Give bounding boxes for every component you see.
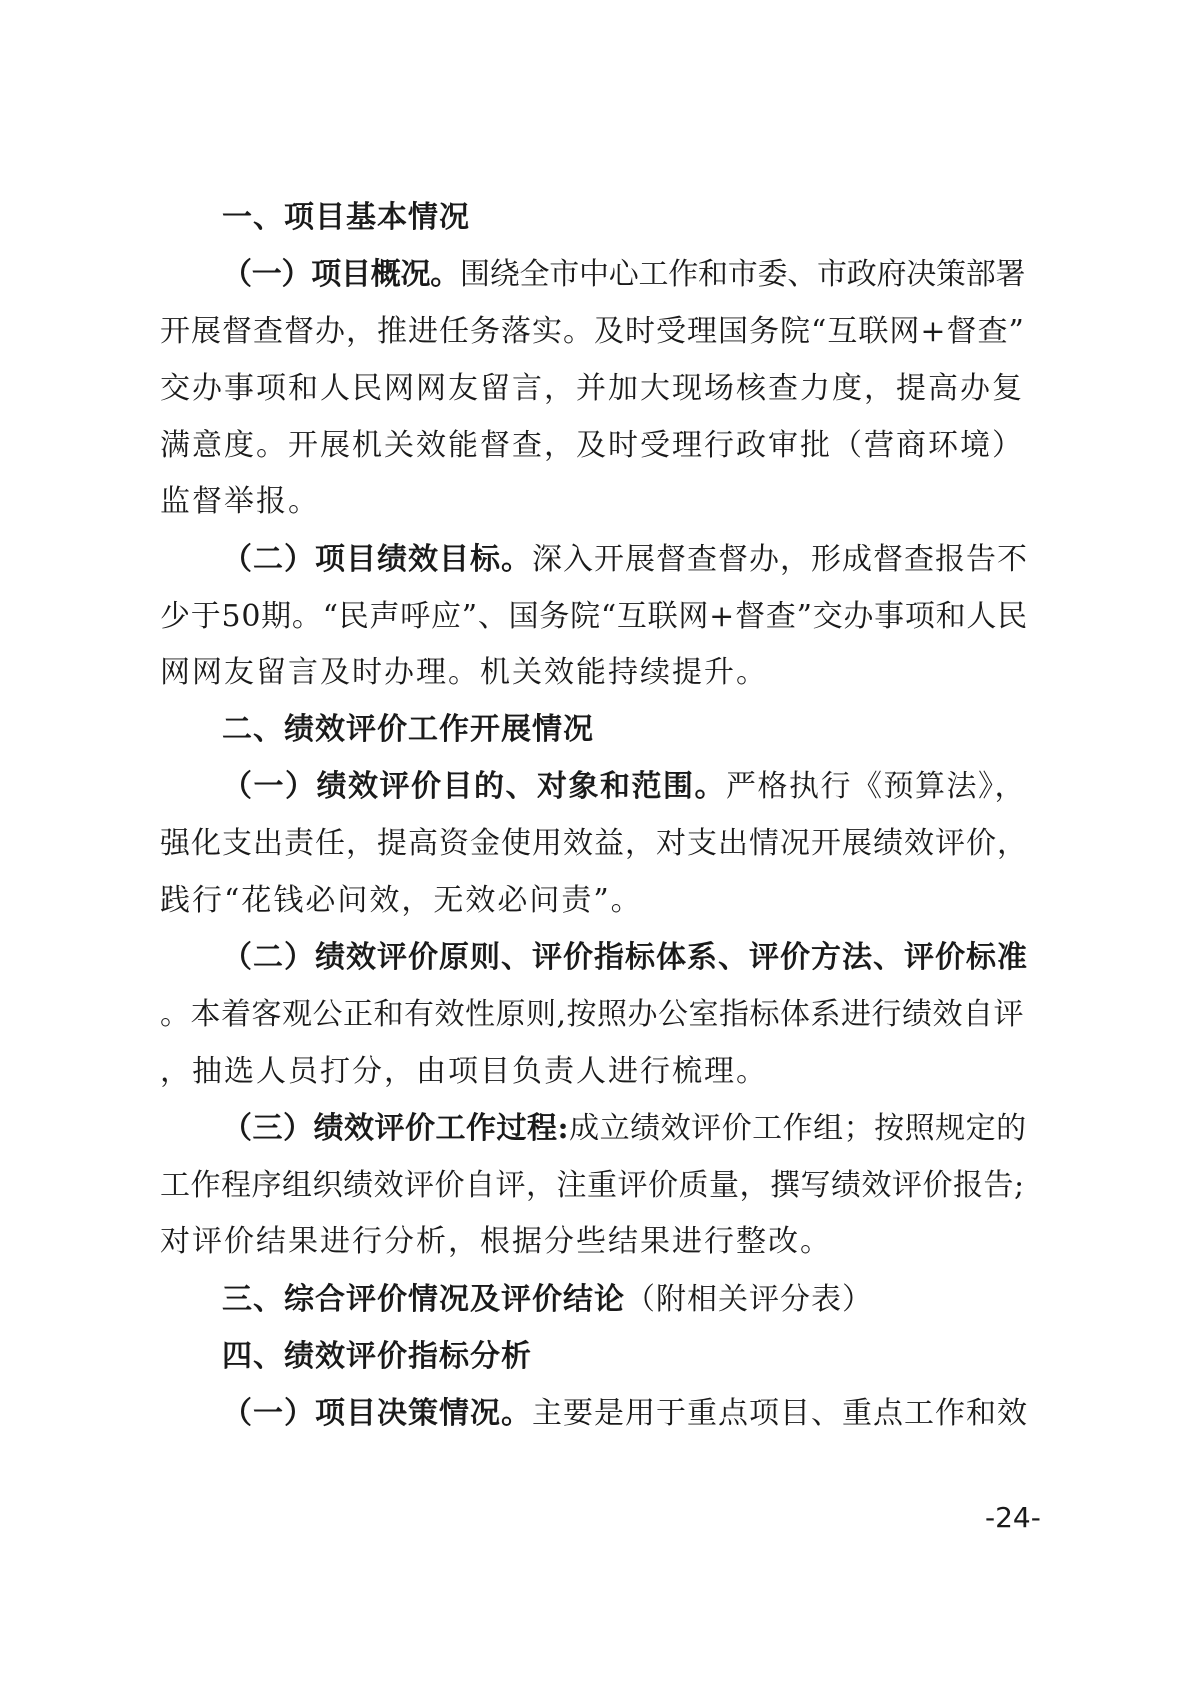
paragraph-2-text: 深入开展督查督办，形成督查报告不 [532, 542, 1028, 577]
paragraph-2-line-2: 少于50期。“民声呼应”、国务院“互联网+督查”交办事项和人民 [160, 599, 1028, 634]
paragraph-3-line-3: 践行“花钱必问效，无效必问责”。 [160, 883, 643, 918]
paragraph-6-text: 主要是用于重点项目、重点工作和效 [532, 1396, 1028, 1431]
paragraph-5-lead: （三）绩效评价工作过程: [222, 1111, 570, 1146]
section-3-note: （附相关评分表） [625, 1282, 873, 1317]
paragraph-5-line-3: 对评价结果进行分析，根据分些结果进行整改。 [160, 1224, 832, 1259]
paragraph-4-lead: （二）绩效评价原则、评价指标体系、评价方法、评价标准 [222, 940, 1028, 975]
paragraph-6-lead: （一）项目决策情况。 [222, 1396, 532, 1431]
section-3-title: 三、综合评价情况及评价结论 [222, 1282, 625, 1317]
paragraph-3-line-2: 强化支出责任，提高资金使用效益，对支出情况开展绩效评价， [160, 826, 1028, 861]
paragraph-2-lead: （二）项目绩效目标。 [222, 542, 532, 577]
paragraph-2-line-3: 网网友留言及时办理。机关效能持续提升。 [160, 655, 768, 690]
paragraph-2-line-1 [222, 540, 1030, 580]
paragraph-1-line-4: 满意度。开展机关效能督查，及时受理行政审批（营商环境） [160, 428, 1024, 463]
paragraph-1-line-5: 监督举报。 [160, 484, 320, 519]
paragraph-1-line-1 [222, 255, 1030, 295]
section-3-heading [222, 1280, 1030, 1320]
page-number: -24- [985, 1501, 1041, 1534]
paragraph-1-line-3: 交办事项和人民网网友留言，并加大现场核查力度，提高办复 [160, 371, 1024, 406]
paragraph-4-line-3: ，抽选人员打分，由项目负责人进行梳理。 [160, 1054, 768, 1089]
section-1-heading: 一、项目基本情况 [222, 200, 470, 235]
paragraph-5-text: 成立绩效评价工作组；按照规定的 [569, 1111, 1027, 1146]
paragraph-1-text: 围绕全市中心工作和市委、市政府决策部署 [460, 257, 1026, 292]
paragraph-1-line-2: 开展督查督办，推进任务落实。及时受理国务院“互联网+督查” [160, 314, 1025, 349]
section-4-heading: 四、绩效评价指标分析 [222, 1339, 532, 1374]
paragraph-5-line-2: 工作程序组织绩效评价自评，注重评价质量，撰写绩效评价报告; [160, 1168, 1025, 1203]
paragraph-3-lead: （一）绩效评价目的、对象和范围。 [222, 769, 726, 804]
paragraph-1-lead: （一）项目概况。 [222, 257, 460, 292]
paragraph-5-line-1 [222, 1109, 1030, 1149]
paragraph-4-line-2: 。本着客观公正和有效性原则,按照办公室指标体系进行绩效自评 [160, 997, 1025, 1032]
paragraph-4-line-1 [222, 938, 1030, 978]
paragraph-6-line-1 [222, 1394, 1030, 1434]
section-2-heading: 二、绩效评价工作开展情况 [222, 712, 594, 747]
paragraph-3-text: 严格执行《预算法》， [726, 769, 1026, 804]
paragraph-3-line-1 [222, 767, 1030, 807]
